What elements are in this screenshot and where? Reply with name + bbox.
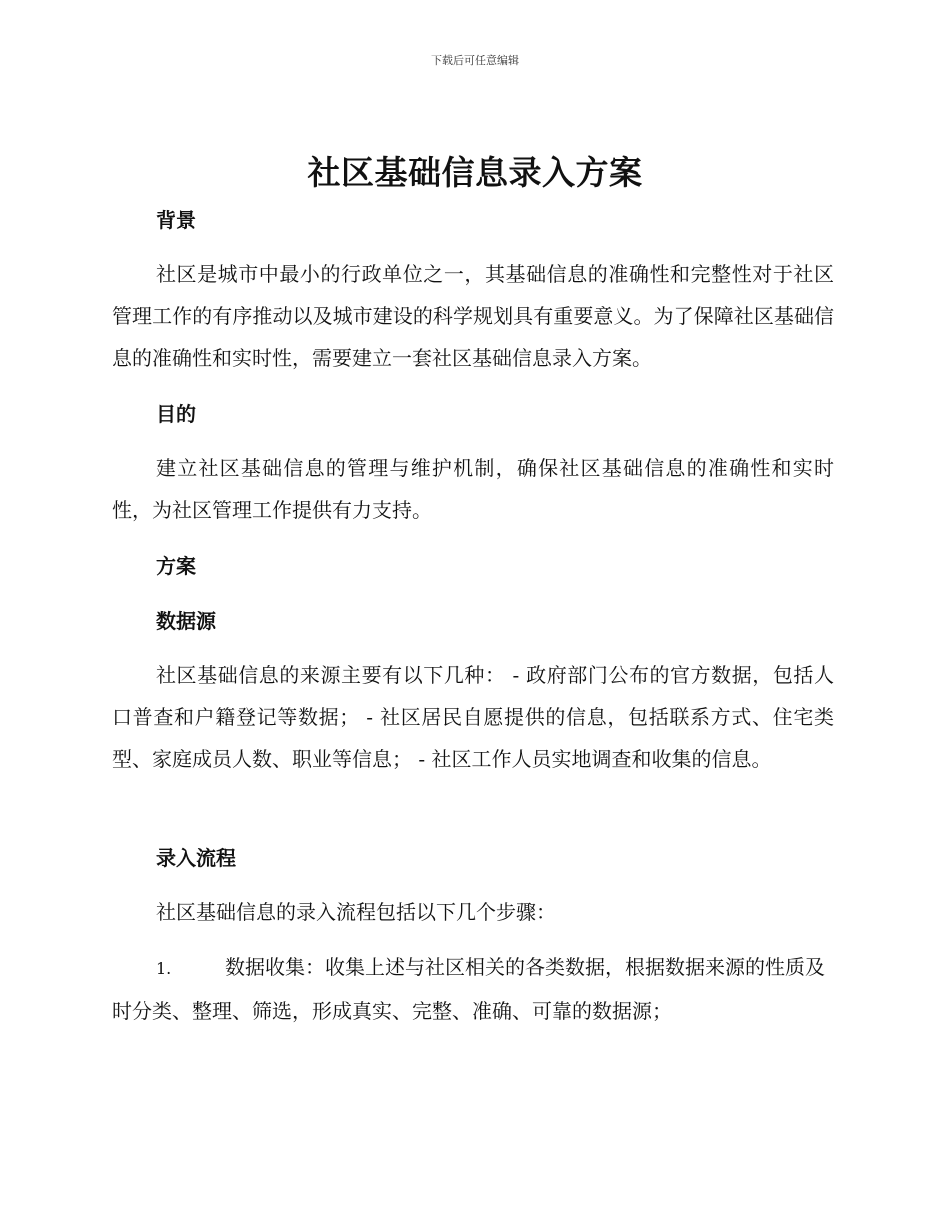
heading-plan: 方案 <box>156 554 196 578</box>
paragraph-entry-process-intro: 社区基础信息的录入流程包括以下几个步骤： <box>156 900 556 924</box>
paragraph-purpose: 建立社区基础信息的管理与维护机制，确保社区基础信息的准确性和实时性，为社区管理工作提供有力支持。 <box>112 456 834 522</box>
heading-data-source: 数据源 <box>156 609 216 633</box>
heading-purpose: 目的 <box>156 402 196 426</box>
document-title: 社区基础信息录入方案 <box>307 153 643 192</box>
heading-entry-process: 录入流程 <box>156 846 236 870</box>
page-header-note: 下载后可任意编辑 <box>431 54 519 67</box>
list-item-step-1 <box>112 946 834 1032</box>
heading-background: 背景 <box>156 208 196 232</box>
paragraph-data-source: 社区基础信息的来源主要有以下几种： - 政府部门公布的官方数据，包括人口普查和户籍登记等数据； - 社区居民自愿提供的信息，包括联系方式、住宅类型、家庭成员人数、职业等信息； - 社区工作人员实地调查和收集的信息。 <box>112 663 834 771</box>
list-item-number: 1. <box>156 959 172 978</box>
list-item-text: 数据收集：收集上述与社区相关的各类数据，根据数据来源的性质及时分类、整理、筛选，形成真实、完整、准确、可靠的数据源； <box>112 955 825 1023</box>
paragraph-background: 社区是城市中最小的行政单位之一，其基础信息的准确性和完整性对于社区管理工作的有序推动以及城市建设的科学规划具有重要意义。为了保障社区基础信息的准确性和实时性，需要建立一套社区基础信息录入方案。 <box>112 262 834 370</box>
